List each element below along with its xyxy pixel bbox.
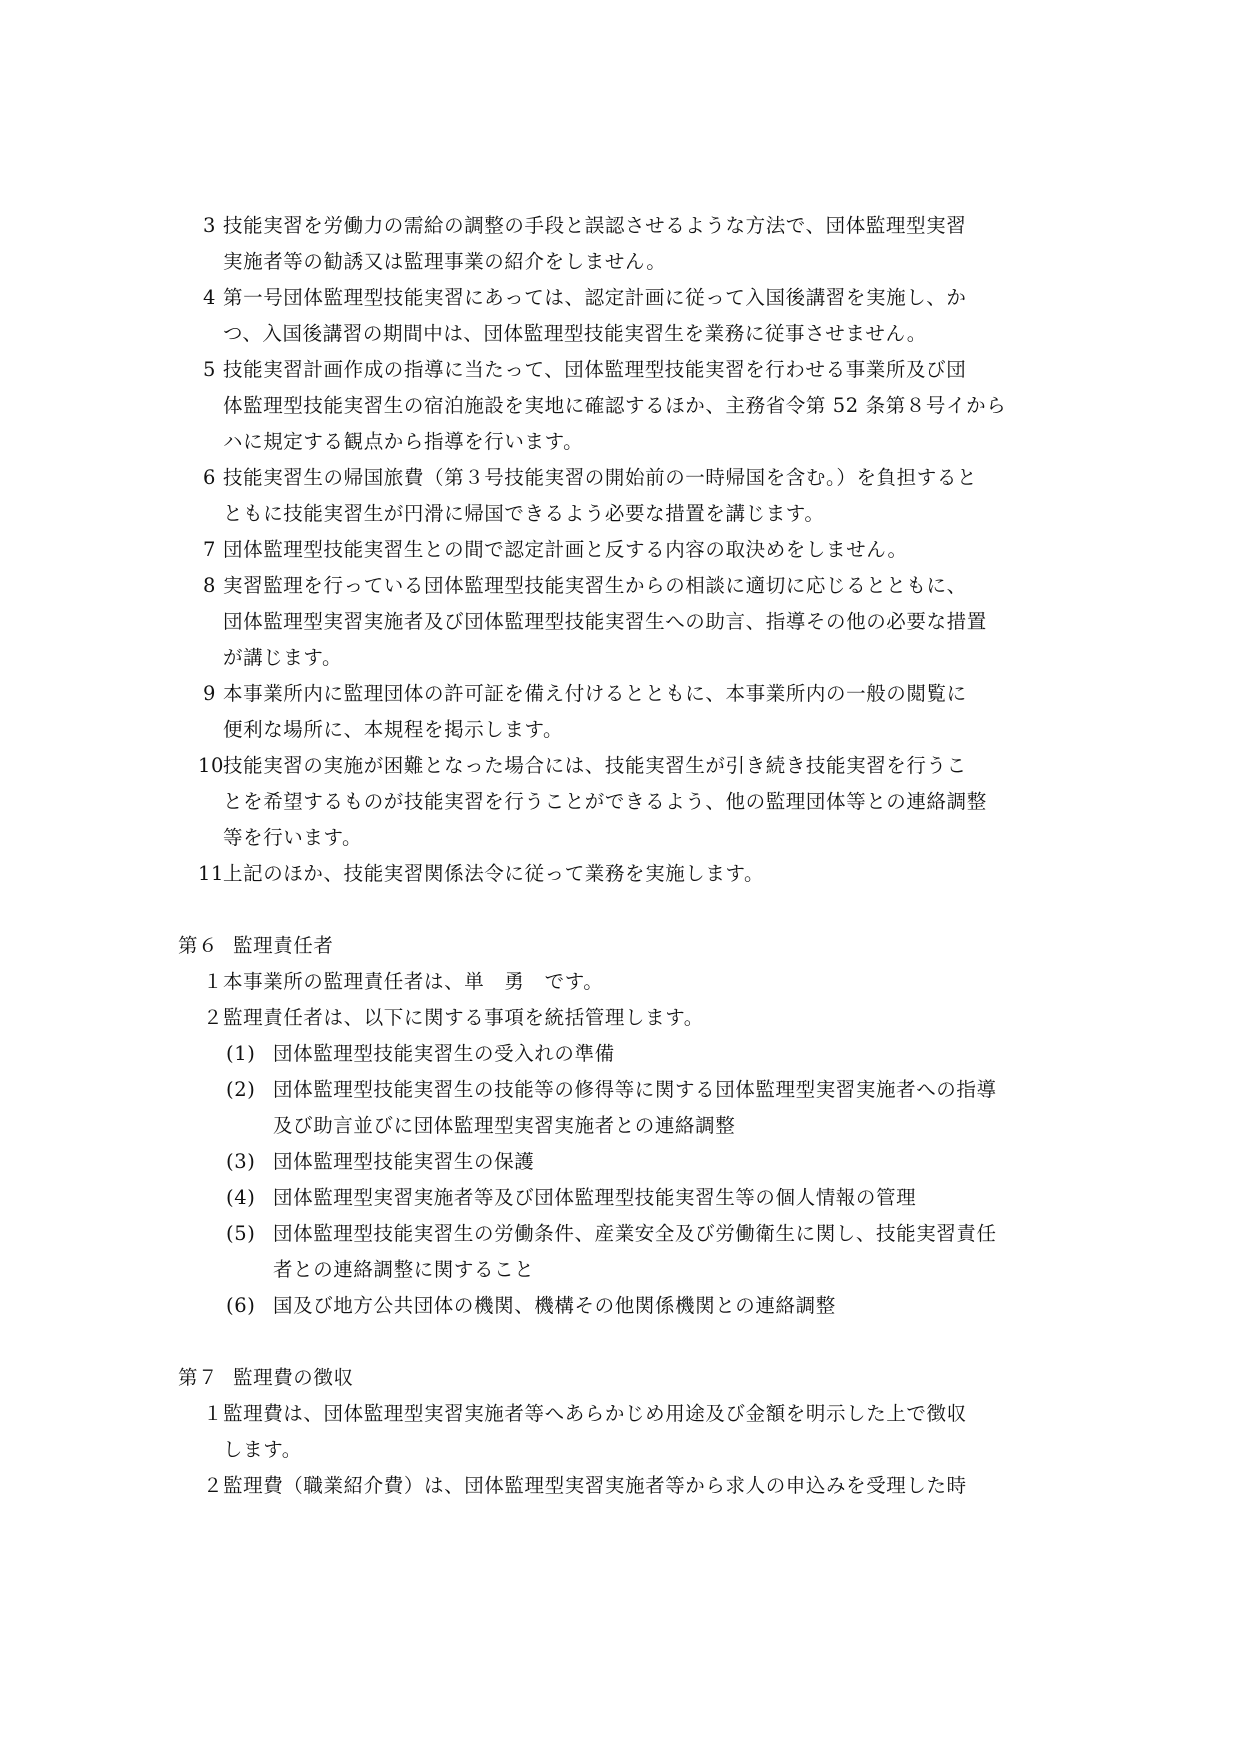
item-number: ２ bbox=[203, 1474, 224, 1497]
subitem-4 bbox=[178, 1180, 1058, 1216]
item-5-continued: ハに規定する観点から指導を行います。 bbox=[223, 430, 584, 453]
item-number: 10 bbox=[198, 754, 225, 777]
item-9-continued: 便利な場所に、本規程を掲示します。 bbox=[223, 718, 564, 741]
item-text: 本事業所内に監理団体の許可証を備え付けるとともに、本事業所内の一般の閲覧に bbox=[223, 682, 967, 705]
item-number: 7 bbox=[203, 538, 217, 561]
section-title: 監理責任者 bbox=[233, 934, 334, 957]
item-text: 技能実習の実施が困難となった場合には、技能実習生が引き続き技能実習を行うこ bbox=[223, 754, 967, 777]
subitem-number: (1) bbox=[226, 1042, 256, 1065]
spacer bbox=[178, 892, 1058, 928]
text-block bbox=[178, 208, 1058, 1504]
item-number: 5 bbox=[203, 358, 217, 381]
subitem-text: 団体監理型技能実習生の保護 bbox=[273, 1150, 535, 1173]
subitem-text: 団体監理型実習実施者等及び団体監理型技能実習生等の個人情報の管理 bbox=[273, 1186, 917, 1209]
subitem-1 bbox=[178, 1036, 1058, 1072]
section-6-heading bbox=[178, 928, 1058, 964]
item-number: 8 bbox=[203, 574, 217, 597]
item-11 bbox=[178, 856, 1058, 892]
subitem-number: (3) bbox=[226, 1150, 256, 1173]
item-3-continued: 実施者等の勧誘又は監理事業の紹介をしません。 bbox=[223, 250, 667, 273]
item-text: 第一号団体監理型技能実習にあっては、認定計画に従って入国後講習を実施し、か bbox=[223, 286, 967, 309]
item-number: 11 bbox=[198, 862, 225, 885]
section-7-heading bbox=[178, 1360, 1058, 1396]
subitem-text: 国及び地方公共団体の機関、機構その他関係機関との連絡調整 bbox=[273, 1294, 836, 1317]
item-number: 4 bbox=[203, 286, 217, 309]
item-text: 技能実習を労働力の需給の調整の手段と誤認させるような方法で、団体監理型実習 bbox=[223, 214, 967, 237]
section-number: 第７ bbox=[178, 1366, 219, 1389]
item-10-continued: 等を行います。 bbox=[223, 826, 363, 849]
section-7-item-1-continued: します。 bbox=[223, 1438, 302, 1461]
item-6-continued: ともに技能実習生が円滑に帰国できるよう必要な措置を講じます。 bbox=[223, 502, 825, 525]
subitem-5-continued: 者との連絡調整に関すること bbox=[273, 1258, 535, 1281]
item-9 bbox=[178, 676, 1058, 712]
item-number: 9 bbox=[203, 682, 217, 705]
item-number: 6 bbox=[203, 466, 217, 489]
item-number: 3 bbox=[203, 214, 217, 237]
item-8 bbox=[178, 568, 1058, 604]
item-number: ２ bbox=[203, 1006, 224, 1029]
item-text: 監理費は、団体監理型実習実施者等へあらかじめ用途及び金額を明示した上で徴収 bbox=[223, 1402, 967, 1425]
subitem-text: 団体監理型技能実習生の受入れの準備 bbox=[273, 1042, 615, 1065]
item-5 bbox=[178, 352, 1058, 388]
subitem-number: (5) bbox=[226, 1222, 256, 1245]
section-title: 監理費の徴収 bbox=[233, 1366, 354, 1389]
item-text: 団体監理型技能実習生との間で認定計画と反する内容の取決めをしません。 bbox=[223, 538, 908, 561]
subitem-text: 団体監理型技能実習生の労働条件、産業安全及び労働衛生に関し、技能実習責任 bbox=[273, 1222, 997, 1245]
item-7 bbox=[178, 532, 1058, 568]
item-8-continued: 団体監理型実習実施者及び団体監理型技能実習生への助言、指導その他の必要な措置 bbox=[223, 610, 987, 633]
item-8-continued: が講じます。 bbox=[223, 646, 343, 669]
spacer bbox=[178, 1324, 1058, 1360]
section-6-item-2 bbox=[178, 1000, 1058, 1036]
item-number: １ bbox=[203, 970, 224, 993]
subitem-3 bbox=[178, 1144, 1058, 1180]
subitem-text: 団体監理型技能実習生の技能等の修得等に関する団体監理型実習実施者への指導 bbox=[273, 1078, 997, 1101]
subitem-6 bbox=[178, 1288, 1058, 1324]
subitem-number: (4) bbox=[226, 1186, 256, 1209]
subitem-number: (6) bbox=[226, 1294, 256, 1317]
subitem-2 bbox=[178, 1072, 1058, 1108]
item-3 bbox=[178, 208, 1058, 244]
item-text: 監理責任者は、以下に関する事項を統括管理します。 bbox=[223, 1006, 704, 1029]
section-number: 第６ bbox=[178, 934, 219, 957]
item-text: 監理費（職業紹介費）は、団体監理型実習実施者等から求人の申込みを受理した時 bbox=[223, 1474, 967, 1497]
subitem-2-continued: 及び助言並びに団体監理型実習実施者との連絡調整 bbox=[273, 1114, 736, 1137]
item-5-continued: 体監理型技能実習生の宿泊施設を実地に確認するほか、主務省令第 52 条第８号イから bbox=[223, 394, 1007, 417]
item-10-continued: とを希望するものが技能実習を行うことができるよう、他の監理団体等との連絡調整 bbox=[223, 790, 987, 813]
subitem-number: (2) bbox=[226, 1078, 256, 1101]
item-text: 本事業所の監理責任者は、単 勇 です。 bbox=[223, 970, 604, 993]
subitem-5 bbox=[178, 1216, 1058, 1252]
item-10 bbox=[178, 748, 1058, 784]
item-6 bbox=[178, 460, 1058, 496]
item-text: 実習監理を行っている団体監理型技能実習生からの相談に適切に応じるとともに、 bbox=[223, 574, 967, 597]
section-6-item-1 bbox=[178, 964, 1058, 1000]
item-text: 技能実習生の帰国旅費（第３号技能実習の開始前の一時帰国を含む。）を負担すると bbox=[223, 466, 978, 489]
item-number: １ bbox=[203, 1402, 224, 1425]
item-text: 技能実習計画作成の指導に当たって、団体監理型技能実習を行わせる事業所及び団 bbox=[223, 358, 967, 381]
section-7-item-1 bbox=[178, 1396, 1058, 1432]
section-7-item-2 bbox=[178, 1468, 1058, 1504]
item-4 bbox=[178, 280, 1058, 316]
item-4-continued: つ、入国後講習の期間中は、団体監理型技能実習生を業務に従事させません。 bbox=[223, 322, 927, 345]
item-text: 上記のほか、技能実習関係法令に従って業務を実施します。 bbox=[223, 862, 765, 885]
